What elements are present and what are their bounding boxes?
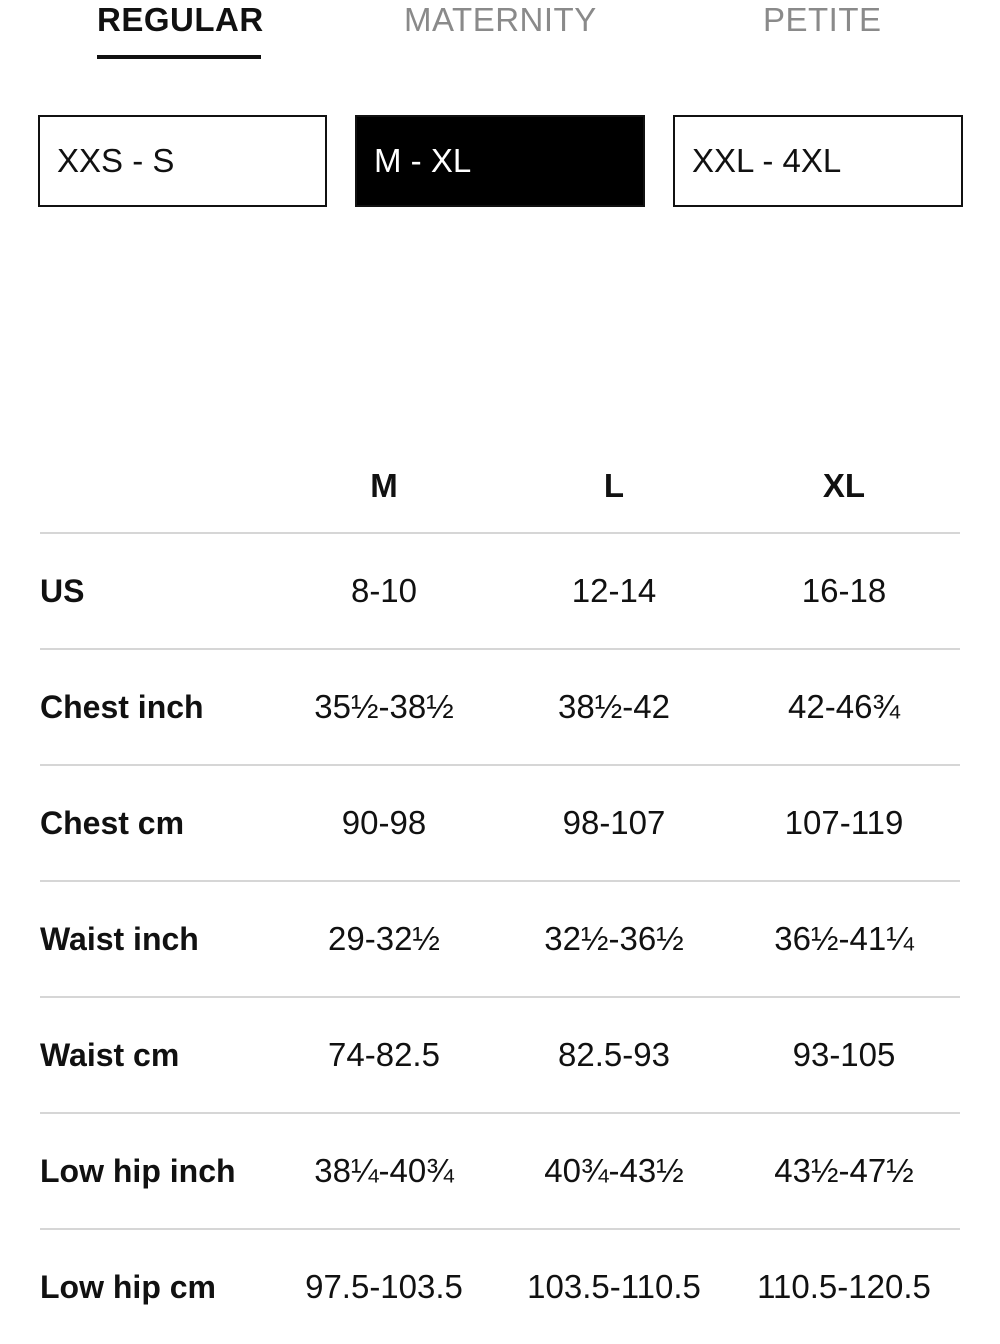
table-header-row: [40, 440, 960, 534]
table-cell: 107-119: [784, 804, 904, 841]
table-cell: 103.5-110.5: [527, 1268, 701, 1305]
table-cell: 29-32½: [328, 920, 440, 957]
table-cell: 90-98: [341, 804, 427, 841]
active-tab-underline: [97, 55, 261, 59]
tab-regular[interactable]: REGULAR: [97, 1, 264, 38]
column-header-l: L: [603, 467, 625, 504]
table-row-chest-inch: [40, 650, 960, 766]
table-cell: 35½-38½: [314, 688, 454, 725]
table-row-us: [40, 534, 960, 650]
table-cell: 38¼-40¾: [314, 1152, 454, 1189]
table-cell: 98-107: [562, 804, 666, 841]
table-row-low-hip-inch: [40, 1114, 960, 1230]
range-button-xxs-s[interactable]: XXS - S: [38, 115, 327, 207]
size-range-selector: [0, 115, 1000, 209]
column-header-m: M: [370, 467, 398, 504]
table-cell: 43½-47½: [774, 1152, 914, 1189]
fit-tabs: [0, 0, 1000, 62]
table-cell: 8-10: [350, 572, 418, 609]
row-label: Waist inch: [40, 920, 199, 957]
table-cell: 40¾-43½: [544, 1152, 684, 1189]
table-row-low-hip-cm: [40, 1230, 960, 1344]
table-cell: 82.5-93: [558, 1036, 670, 1073]
table-cell: 74-82.5: [328, 1036, 440, 1073]
row-label: Chest inch: [40, 688, 204, 725]
column-header-xl: XL: [822, 467, 866, 504]
table-cell: 97.5-103.5: [305, 1268, 463, 1305]
row-label: Chest cm: [40, 804, 185, 841]
range-button-xxl-4xl[interactable]: XXL - 4XL: [673, 115, 963, 207]
table-cell: 42-46¾: [788, 688, 900, 725]
row-label: Low hip inch: [40, 1152, 236, 1189]
row-label: Low hip cm: [40, 1268, 216, 1305]
table-row-waist-inch: [40, 882, 960, 998]
row-label: Waist cm: [40, 1036, 180, 1073]
tab-petite[interactable]: PETITE: [763, 1, 882, 38]
table-cell: 110.5-120.5: [757, 1268, 931, 1305]
table-cell: 36½-41¼: [774, 920, 914, 957]
table-row-chest-cm: [40, 766, 960, 882]
table-cell: 38½-42: [558, 688, 670, 725]
row-label: US: [40, 572, 85, 609]
table-cell: 16-18: [801, 572, 887, 609]
table-cell: 12-14: [571, 572, 657, 609]
table-cell: 32½-36½: [544, 920, 684, 957]
range-button-m-xl[interactable]: M - XL: [355, 115, 645, 207]
size-chart-table: [40, 440, 960, 1344]
table-row-waist-cm: [40, 998, 960, 1114]
table-cell: 93-105: [792, 1036, 896, 1073]
tab-maternity[interactable]: MATERNITY: [404, 1, 597, 38]
